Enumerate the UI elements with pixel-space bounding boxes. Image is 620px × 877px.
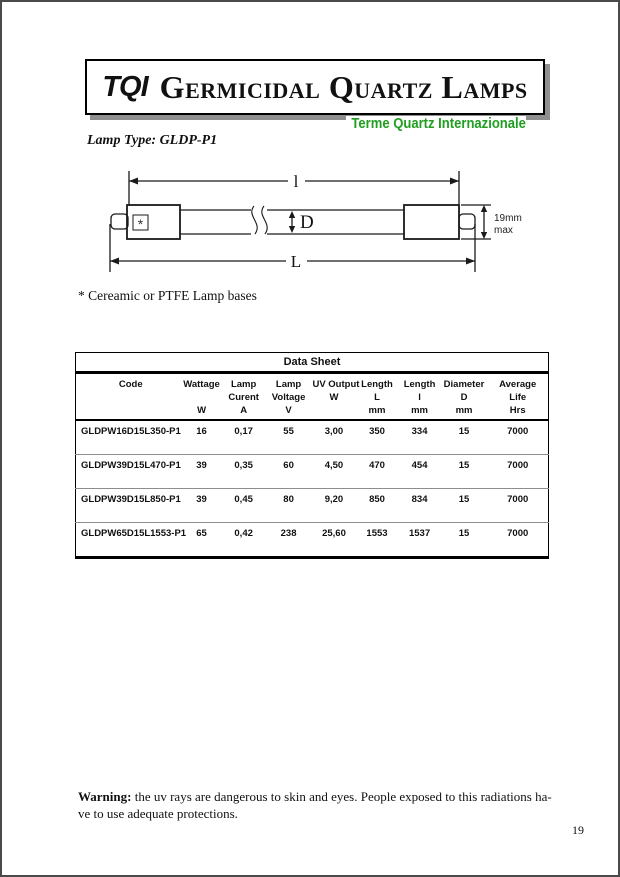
cell-length-l: 834 bbox=[399, 489, 441, 523]
cell-uv-output: 3,00 bbox=[312, 420, 355, 455]
tube-break-squiggle-1 bbox=[252, 206, 257, 234]
cell-length-l: 454 bbox=[399, 455, 441, 489]
cell-wattage: 39 bbox=[181, 489, 223, 523]
lamp-type-label: Lamp Type: GLDP-P1 bbox=[87, 133, 218, 148]
cell-voltage: 55 bbox=[265, 420, 313, 455]
dim-label-total-length: L bbox=[290, 252, 302, 271]
table-title: Data Sheet bbox=[76, 353, 549, 373]
column-header-uv-output: UV Output W bbox=[312, 373, 355, 421]
cell-uv-output: 4,50 bbox=[312, 455, 355, 489]
arrowhead bbox=[289, 211, 295, 218]
lamp-right-pin bbox=[459, 214, 475, 229]
cell-current: 0,35 bbox=[223, 455, 265, 489]
company-subtitle: Terme Quartz Internazionale bbox=[346, 116, 526, 132]
arrowhead bbox=[110, 258, 119, 265]
page-number: 19 bbox=[572, 823, 584, 837]
cell-diameter: 15 bbox=[441, 489, 488, 523]
column-header-lamp-current: Lamp Curent A bbox=[223, 373, 265, 421]
cell-diameter: 15 bbox=[458, 528, 470, 539]
cell-current: 0,42 bbox=[234, 528, 253, 539]
lamp-left-pin bbox=[111, 214, 128, 229]
cell-length-L: 850 bbox=[355, 489, 398, 523]
cell-life: 7000 bbox=[507, 528, 529, 539]
arrowhead bbox=[481, 205, 487, 212]
table-row bbox=[76, 455, 549, 489]
cell-code: GLDPW65D15L1553-P1 bbox=[81, 528, 187, 539]
cell-voltage: 238 bbox=[280, 528, 297, 539]
arrowhead bbox=[450, 178, 459, 185]
lamp-tube-left bbox=[180, 210, 251, 234]
cell-diameter: 15 bbox=[441, 455, 488, 489]
dim-label-diameter: D bbox=[300, 212, 314, 233]
lamp-right-base bbox=[404, 205, 459, 239]
table-header-row bbox=[76, 373, 549, 421]
cell-wattage: 65 bbox=[196, 528, 207, 539]
max-width-label-max: max bbox=[494, 225, 513, 236]
cell-uv-output: 9,20 bbox=[312, 489, 355, 523]
cell-current: 0,17 bbox=[223, 420, 265, 455]
page-title: Germicidal Quartz Lamps bbox=[159, 68, 528, 105]
lamp-bases-footnote: * Cereamic or PTFE Lamp bases bbox=[78, 288, 257, 303]
arrowhead bbox=[289, 226, 295, 233]
data-sheet-table bbox=[75, 352, 549, 559]
cell-length-l: 1537 bbox=[408, 528, 431, 539]
column-header-lamp-voltage: Lamp Voltage V bbox=[265, 373, 313, 421]
cell-length-L: 470 bbox=[355, 455, 398, 489]
cell-diameter: 15 bbox=[441, 420, 488, 455]
lamp-tube-right bbox=[267, 210, 404, 234]
column-header-code: Code bbox=[76, 373, 181, 421]
column-header-diameter: Diameter D mm bbox=[441, 373, 488, 421]
max-width-label-value: 19mm bbox=[494, 213, 522, 224]
lamp-left-base bbox=[127, 205, 180, 239]
cell-voltage: 80 bbox=[265, 489, 313, 523]
warning-text bbox=[78, 788, 560, 822]
cell-wattage: 16 bbox=[181, 420, 223, 455]
cell-length-L: 350 bbox=[355, 420, 398, 455]
column-header-wattage: Wattage W bbox=[181, 373, 223, 421]
table-row bbox=[76, 489, 549, 523]
cell-life: 7000 bbox=[487, 489, 548, 523]
arrowhead bbox=[466, 258, 475, 265]
cell-life: 7000 bbox=[487, 455, 548, 489]
table-row bbox=[76, 420, 549, 455]
cell-length-l: 334 bbox=[399, 420, 441, 455]
warning-line2: ve to use adequate protections. bbox=[78, 806, 238, 822]
column-header-length-l: Length l mm bbox=[399, 373, 441, 421]
cell-life: 7000 bbox=[487, 420, 548, 455]
table-row bbox=[76, 523, 549, 558]
cell-code: GLDPW39D15L850-P1 bbox=[76, 489, 181, 523]
brand-logo: TQI bbox=[102, 70, 148, 103]
cell-wattage: 39 bbox=[181, 455, 223, 489]
warning-line1: the uv rays are dangerous to skin and eyes. People exposed to this radiations ha- bbox=[131, 789, 552, 804]
lamp-dimension-diagram bbox=[92, 162, 532, 292]
cell-uv-output: 25,60 bbox=[322, 528, 346, 539]
cell-voltage: 60 bbox=[265, 455, 313, 489]
warning-label: Warning: bbox=[78, 789, 132, 804]
cell-code: GLDPW16D15L350-P1 bbox=[76, 420, 181, 455]
cell-code: GLDPW39D15L470-P1 bbox=[76, 455, 181, 489]
arrowhead bbox=[481, 232, 487, 239]
dim-label-arc-length: l bbox=[293, 172, 299, 191]
column-header-average-life: Average Life Hrs bbox=[487, 373, 548, 421]
arrowhead bbox=[129, 178, 138, 185]
cell-length-L: 1553 bbox=[366, 528, 388, 539]
table-title-row bbox=[76, 353, 549, 373]
header-banner bbox=[85, 59, 545, 115]
column-header-length-L: Length L mm bbox=[355, 373, 398, 421]
base-asterisk-marker: * bbox=[137, 216, 144, 232]
tube-break-squiggle-2 bbox=[262, 206, 267, 234]
cell-current: 0,45 bbox=[223, 489, 265, 523]
